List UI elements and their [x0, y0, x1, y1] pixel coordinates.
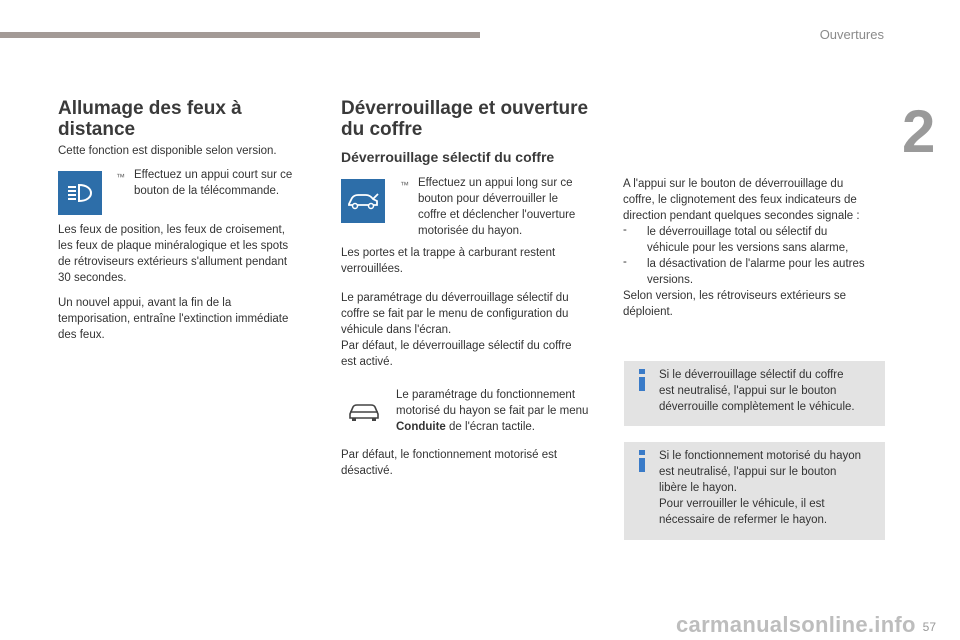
info-icon: [637, 369, 647, 391]
middle-paragraph-3: [341, 447, 557, 479]
left-title-line2: distance: [58, 119, 136, 140]
text-line: Un nouvel appui, avant la fin de la: [58, 297, 232, 309]
car-outline-icon: [346, 399, 382, 423]
text-line: Selon version, les rétroviseurs extérieurs se: [623, 290, 847, 302]
text-line: de rétroviseurs extérieurs s'allument pendant: [58, 256, 288, 268]
menu-name-bold: Conduite: [396, 421, 446, 433]
text-line: désactivé.: [341, 465, 393, 477]
headlight-icon: [58, 171, 102, 215]
middle-subtitle: Déverrouillage sélectif du coffre: [341, 149, 555, 165]
text-line: Les portes et la trappe à carburant restent: [341, 247, 556, 259]
left-title-line1: Allumage des feux à: [58, 98, 242, 119]
left-paragraph-1: [58, 222, 288, 286]
text-line: véhicule pour les versions sans alarme,: [647, 242, 849, 254]
text-line: des feux.: [58, 329, 105, 341]
middle-title: [341, 98, 588, 140]
text-line: verrouillées.: [341, 263, 403, 275]
car-settings-note: [396, 387, 588, 435]
left-paragraph-2: [58, 295, 288, 343]
text-line: Pour verrouiller le véhicule, il est: [659, 498, 825, 510]
info-note-2-text: [659, 448, 861, 528]
text-line: motorisé du hayon se fait par le menu: [396, 405, 589, 417]
list-item: [647, 224, 848, 256]
text-line: coffre et déclencher l'ouverture: [418, 209, 576, 221]
text-line: coffre se fait par le menu de configuration du: [341, 308, 569, 320]
car-trunk-icon: [341, 179, 385, 223]
text-line: coffre, le clignotement des feux indicateurs de: [623, 194, 857, 206]
text-line: versions.: [647, 274, 694, 286]
text-line: Le paramétrage du fonctionnement: [396, 389, 576, 401]
left-bullet-line1: Effectuez un appui court sur ce: [134, 169, 293, 181]
page-number: 57: [922, 620, 936, 634]
bullet-marker: ™: [116, 172, 125, 182]
text-line: Si le fonctionnement motorisé du hayon: [659, 450, 862, 462]
left-intro: Cette fonction est disponible selon version.: [58, 145, 277, 157]
text-line: libère le hayon.: [659, 482, 737, 494]
text-line: est activé.: [341, 356, 393, 368]
text-line: motorisée du hayon.: [418, 225, 523, 237]
header-bar: [0, 32, 480, 38]
list-item: [647, 256, 865, 288]
right-paragraph-2: [623, 288, 846, 320]
text-line: Si le déverrouillage sélectif du coffre: [659, 369, 844, 381]
section-title: Ouvertures: [819, 27, 884, 42]
bullet-marker: ™: [400, 180, 409, 190]
text-line: la désactivation de l'alarme pour les autres: [647, 258, 865, 270]
middle-title-line2: du coffre: [341, 119, 423, 140]
text-line: de l'écran tactile.: [445, 421, 535, 433]
info-note-1-text: [659, 367, 855, 415]
middle-title-line1: Déverrouillage et ouverture: [341, 98, 589, 119]
list-dash: -: [623, 256, 627, 268]
left-bullet-line2: bouton de la télécommande.: [134, 185, 280, 197]
middle-paragraph-2: [341, 290, 572, 370]
text-line: est neutralisé, l'appui sur le bouton: [659, 385, 837, 397]
middle-bullet-text: [418, 175, 575, 239]
text-line: le déverrouillage total ou sélectif du: [647, 226, 828, 238]
text-line: Les feux de position, les feux de croisement,: [58, 224, 285, 236]
info-icon: [637, 450, 647, 472]
text-line: nécessaire de refermer le hayon.: [659, 514, 828, 526]
text-line: bouton pour déverrouiller le: [418, 193, 559, 205]
info-note-1: [624, 361, 885, 426]
text-line: déploient.: [623, 306, 673, 318]
watermark: carmanualsonline.info: [676, 612, 916, 637]
text-line: A l'appui sur le bouton de déverrouillage du: [623, 178, 844, 190]
text-line: Par défaut, le déverrouillage sélectif du coffre: [341, 340, 572, 352]
text-line: Effectuez un appui long sur ce: [418, 177, 573, 189]
right-paragraph-1: [623, 176, 860, 224]
text-line: direction pendant quelques secondes signale :: [623, 210, 860, 222]
left-bullet-text: [134, 167, 292, 199]
text-line: Par défaut, le fonctionnement motorisé est: [341, 449, 558, 461]
text-line: véhicule dans l'écran.: [341, 324, 452, 336]
left-title: [58, 98, 242, 140]
text-line: 30 secondes.: [58, 272, 127, 284]
chapter-number: 2: [902, 98, 936, 165]
text-line: temporisation, entraîne l'extinction immédiate: [58, 313, 289, 325]
middle-paragraph-1: [341, 245, 555, 277]
text-line: est neutralisé, l'appui sur le bouton: [659, 466, 837, 478]
list-dash: -: [623, 224, 627, 236]
text-line: Le paramétrage du déverrouillage sélectif du: [341, 292, 569, 304]
info-note-2: [624, 442, 885, 540]
text-line: les feux de plaque minéralogique et les spots: [58, 240, 289, 252]
text-line: déverrouille complètement le véhicule.: [659, 401, 855, 413]
